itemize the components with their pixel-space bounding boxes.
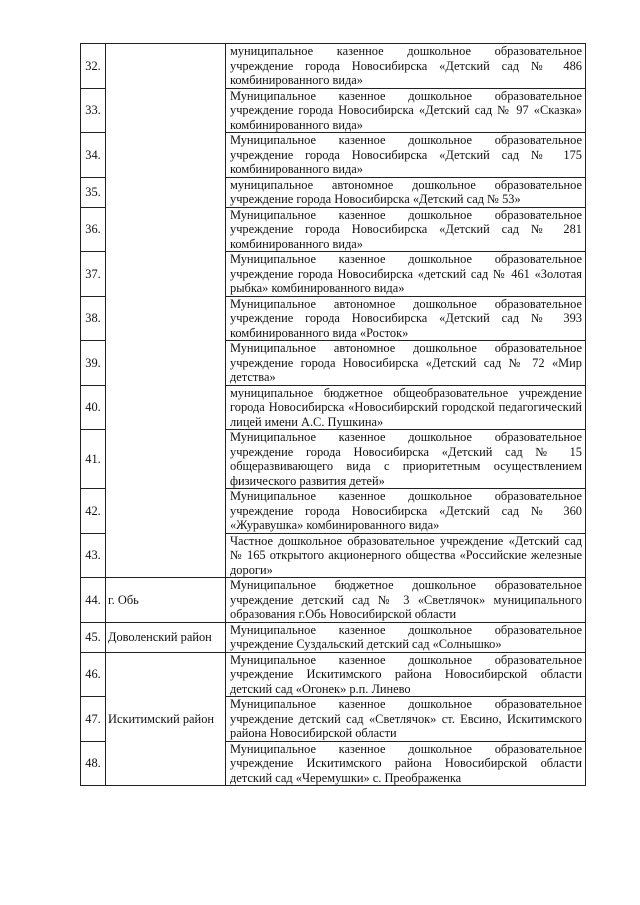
row-number: 41. bbox=[81, 430, 106, 489]
institution-name: Муниципальное автономное дошкольное образовательное учреждение города Новосибирска «Детский сад № 393 комбинированного вида «Росток» bbox=[230, 296, 582, 340]
institution-cell bbox=[226, 133, 586, 178]
row-number: 42. bbox=[81, 489, 106, 534]
institution-name: муниципальное бюджетное общеобразовательное учреждение города Новосибирска «Новосибирский городской педагогический лицей имени А.С. Пушкина» bbox=[230, 385, 582, 429]
institution-cell bbox=[226, 341, 586, 386]
institution-name: Муниципальное казенное дошкольное образовательное учреждение города Новосибирска «Детский сад № 175 комбинированного вида» bbox=[230, 133, 582, 176]
institutions-table bbox=[80, 43, 586, 786]
document-page bbox=[80, 43, 586, 786]
institution-cell bbox=[226, 88, 586, 133]
institution-name: Муниципальное казенное дошкольное образовательное учреждение Суздальский детский сад «Солнышко» bbox=[230, 622, 582, 651]
row-number: 33. bbox=[81, 88, 106, 133]
district-cell: Доволенский район bbox=[106, 622, 226, 652]
row-number: 35. bbox=[81, 177, 106, 207]
institution-name: Муниципальное казенное дошкольное образовательное учреждение Искитимского района Новосибирской области детский сад «Огонек» р.п. Линево bbox=[230, 652, 582, 696]
institution-name: Муниципальное автономное дошкольное образовательное учреждение города Новосибирска «Детский сад № 72 «Мир детства» bbox=[230, 341, 582, 384]
row-number: 36. bbox=[81, 207, 106, 252]
institution-name: Муниципальное казенное дошкольное образовательное учреждение города Новосибирска «Детский сад № 15 общеразвивающего вида с приоритетным осуществлением физического развития детей» bbox=[230, 430, 582, 488]
institution-cell bbox=[226, 622, 586, 652]
institution-cell bbox=[226, 533, 586, 578]
institution-name: муниципальное казенное дошкольное образовательное учреждение города Новосибирска «Детский сад № 486 комбинированного вида» bbox=[230, 44, 582, 87]
row-number: 47. bbox=[81, 697, 106, 742]
institution-cell bbox=[226, 44, 586, 89]
institution-cell bbox=[226, 252, 586, 297]
row-number: 32. bbox=[81, 44, 106, 89]
institution-cell bbox=[226, 296, 586, 341]
district-cell: Искитимский район bbox=[106, 652, 226, 786]
table-row bbox=[81, 652, 586, 697]
institution-name: Муниципальное казенное дошкольное образовательное учреждение города Новосибирска «Детский сад № 97 «Сказка» комбинированного вида» bbox=[230, 88, 582, 132]
institution-name: Частное дошкольное образовательное учреждение «Детский сад № 165 открытого акционерного общества «Российские железные дороги» bbox=[230, 533, 582, 577]
district-cell bbox=[106, 44, 226, 578]
institution-name: Муниципальное казенное дошкольное образовательное учреждение города Новосибирска «Детский сад № 281 комбинированного вида» bbox=[230, 207, 582, 251]
row-number: 39. bbox=[81, 341, 106, 386]
row-number: 34. bbox=[81, 133, 106, 178]
institution-name: Муниципальное казенное дошкольное образовательное учреждение города Новосибирска «Детский сад № 360 «Журавушка» комбинированного вида» bbox=[230, 489, 582, 532]
row-number: 48. bbox=[81, 741, 106, 786]
institution-cell bbox=[226, 652, 586, 697]
row-number: 43. bbox=[81, 533, 106, 578]
table-row bbox=[81, 578, 586, 623]
row-number: 44. bbox=[81, 578, 106, 623]
institution-cell bbox=[226, 430, 586, 489]
table-row bbox=[81, 44, 586, 89]
institution-cell bbox=[226, 177, 586, 207]
institution-cell bbox=[226, 741, 586, 786]
institution-cell bbox=[226, 489, 586, 534]
institution-name: Муниципальное бюджетное дошкольное образовательное учреждение детский сад № 3 «Светлячок» муниципального образования г.Обь Новосибирской области bbox=[230, 578, 582, 621]
institution-name: Муниципальное казенное дошкольное образовательное учреждение детский сад «Светлячок» ст. Евсино, Искитимского района Новосибирской области bbox=[230, 697, 582, 740]
institution-cell bbox=[226, 207, 586, 252]
row-number: 40. bbox=[81, 385, 106, 430]
row-number: 37. bbox=[81, 252, 106, 297]
institution-cell bbox=[226, 697, 586, 742]
institutions-table-body bbox=[81, 44, 586, 786]
institution-name: Муниципальное казенное дошкольное образовательное учреждение Искитимского района Новосибирской области детский сад «Черемушки» с. Преображенка bbox=[230, 741, 582, 785]
district-cell: г. Обь bbox=[106, 578, 226, 623]
row-number: 45. bbox=[81, 622, 106, 652]
institution-name: Муниципальное казенное дошкольное образовательное учреждение города Новосибирска «детский сад № 461 «Золотая рыбка» комбинированного вида» bbox=[230, 252, 582, 295]
row-number: 38. bbox=[81, 296, 106, 341]
table-row bbox=[81, 622, 586, 652]
row-number: 46. bbox=[81, 652, 106, 697]
institution-cell bbox=[226, 578, 586, 623]
institution-name: муниципальное автономное дошкольное образовательное учреждение города Новосибирска «Детский сад № 53» bbox=[230, 177, 582, 206]
institution-cell bbox=[226, 385, 586, 430]
